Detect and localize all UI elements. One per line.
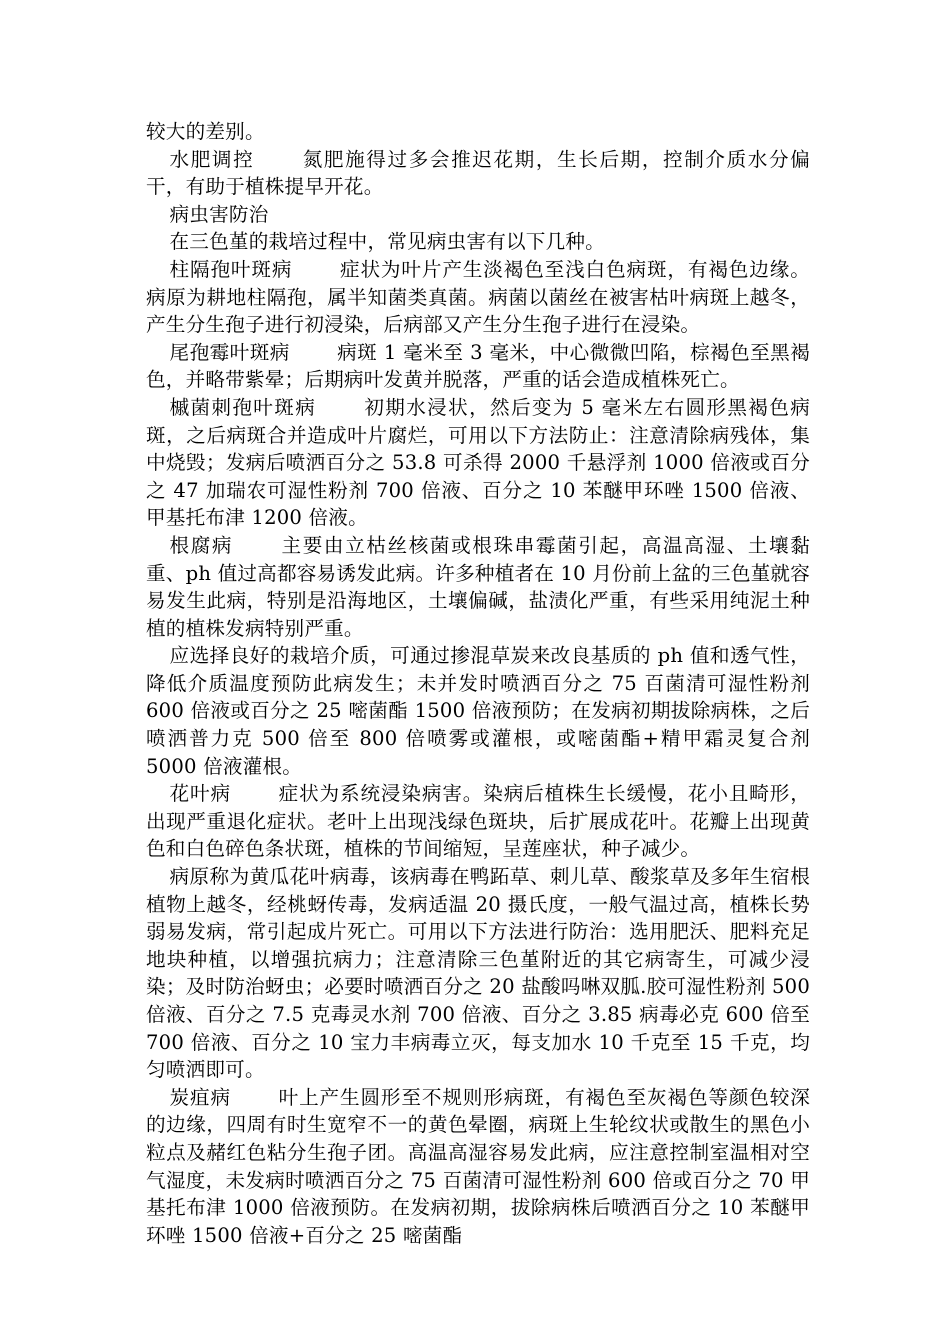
- section-heading: 水肥调控: [169, 147, 255, 171]
- paragraph: [146, 146, 810, 201]
- paragraph-text: 应选择良好的栽培介质，可通过掺混草炭来改良基质的 ph 值和透气性，降低介质温度预防此病发生；未并发时喷洒百分之 75 百菌清可湿性粉剂 600 倍液或百分之 25 嘧菌酯 1500 倍液预防；在发病初期拔除病株，之后喷洒普力克 500 倍至 800 倍喷雾或灌根，或嘧菌酯+精甲霜灵复合剂 5000 倍液灌根。: [146, 644, 810, 778]
- paragraph: [146, 863, 810, 1084]
- paragraph-text: 初期水浸状，然后变为 5 毫米左右圆形黑褐色病斑，之后病斑合并造成叶片腐烂，可用以下方法防止：注意清除病残体，集中烧毁；发病后喷洒百分之 53.8 可杀得 2000 千悬浮剂 1000 倍液或百分之 47 加瑞农可湿性粉剂 700 倍液、百分之 10 苯醚甲环唑 1500 倍液、甲基托布津 1200 倍液。: [146, 395, 810, 530]
- paragraph: [146, 780, 810, 863]
- paragraph: [146, 228, 810, 256]
- paragraph-text: 氮肥施得过多会推迟花期，生长后期，控制介质水分偏干，有助于植株提早开花。: [146, 147, 810, 199]
- paragraph: [146, 201, 810, 229]
- paragraph-text: 症状为叶片产生淡褐色至浅白色病斑，有褐色边缘。病原为耕地柱隔孢，属半知菌类真菌。病菌以菌丝在被害枯叶病斑上越冬，产生分生孢子进行初浸染，后病部又产生分生孢子进行在浸染。: [146, 257, 810, 337]
- paragraph: [146, 532, 810, 642]
- paragraph-text: 在三色堇的栽培过程中，常见病虫害有以下几种。: [169, 230, 605, 254]
- paragraph-text: 主要由立枯丝核菌或根珠串霉菌引起，高温高湿、土壤黏重、ph 值过高都容易诱发此病。许多种植者在 10 月份前上盆的三色堇就容易发生此病，特别是沿海地区，土壤偏碱，盐渍化严重，有些采用纯泥土种植的植株发病特别严重。: [146, 533, 811, 640]
- paragraph: [146, 118, 810, 146]
- paragraph: [146, 256, 810, 339]
- paragraph-text: 症状为系统浸染病害。染病后植株生长缓慢，花小且畸形，出现严重退化症状。老叶上出现浅绿色斑块，后扩展成花叶。花瓣上出现黄色和白色碎色条状斑，植株的节间缩短，呈莲座状，种子减少。: [146, 782, 810, 861]
- section-heading: 炭疽病: [169, 1085, 231, 1109]
- section-heading: 根腐病: [169, 533, 234, 557]
- paragraph: [146, 1084, 810, 1250]
- paragraph-text: 叶上产生圆形至不规则形病斑，有褐色至灰褐色等颜色较深的边缘，四周有时生宽窄不一的黄色晕圈，病斑上生轮纹状或散生的黑色小粒点及赭红色粘分生孢子团。高温高湿容易发此病，应注意控制室温相对空气湿度，未发病时喷洒百分之 75 百菌清可湿性粉剂 600 倍或百分之 70 甲基托布津 1000 倍液预防。在发病初期，拔除病株后喷洒百分之 10 苯醚甲环唑 1500 倍液+百分之 25 嘧菌酯: [146, 1085, 810, 1247]
- section-heading: 柱隔孢叶斑病: [169, 257, 293, 281]
- section-heading: 槭菌刺孢叶斑病: [169, 395, 317, 419]
- paragraph-text: 病虫害防治: [169, 202, 269, 226]
- paragraph: [146, 394, 810, 532]
- paragraph-text: 病原称为黄瓜花叶病毒，该病毒在鸭跖草、刺儿草、酸浆草及多年生宿根植物上越冬，经桃蚜传毒，发病适温 20 摄氏度，一般气温过高，植株长势弱易发病，常引起成片死亡。可用以下方法进行防治：选用肥沃、肥料充足地块种植，以增强抗病力；注意清除三色堇附近的其它病寄生，可减少浸染；及时防治蚜虫；必要时喷洒百分之 20 盐酸吗啉双胍.胶可湿性粉剂 500 倍液、百分之 7.5 克毒灵水剂 700 倍液、百分之 3.85 病毒必克 600 倍至 700 倍液、百分之 10 宝力丰病毒立灭，每支加水 10 千克至 15 千克，均匀喷洒即可。: [146, 865, 810, 1082]
- paragraph-text: 病斑 1 毫米至 3 毫米，中心微微凹陷，棕褐色至黑褐色，并略带紫晕；后期病叶发黄并脱落，严重的话会造成植株死亡。: [146, 340, 810, 392]
- paragraph: [146, 642, 810, 780]
- section-heading: 花叶病: [169, 782, 231, 806]
- paragraph: [146, 339, 810, 394]
- section-heading: 尾孢霉叶斑病: [169, 340, 290, 364]
- paragraph-text: 较大的差别。: [146, 120, 265, 143]
- document-body: [146, 118, 810, 1249]
